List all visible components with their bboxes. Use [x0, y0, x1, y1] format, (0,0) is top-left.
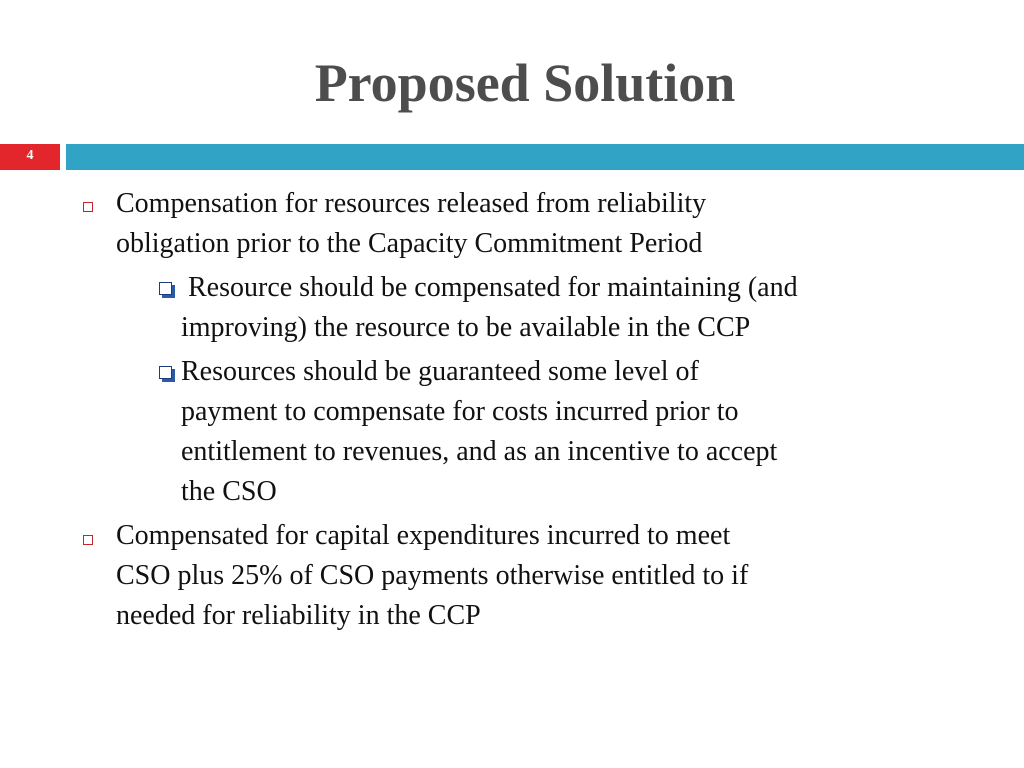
bullet-line: CSO plus 25% of CSO payments otherwise entitled to if	[116, 560, 749, 591]
bullet-line: improving) the resource to be available in the CCP	[181, 312, 751, 343]
bullet-line: entitlement to revenues, and as an incentive to accept	[181, 436, 778, 467]
bullet-line: the CSO	[181, 476, 277, 507]
sub-bullet-item	[181, 352, 981, 512]
sub-bullet-item	[181, 268, 981, 348]
slide-number-badge: 4	[0, 144, 60, 170]
slide-title: Proposed Solution	[314, 53, 736, 113]
bullet-line: needed for reliability in the CCP	[116, 600, 481, 631]
bullet-line: Resources should be guaranteed some level of	[181, 356, 699, 387]
bullet-line: payment to compensate for costs incurred prior to	[181, 396, 739, 427]
bullet-item	[116, 184, 916, 264]
bullet-line: obligation prior to the Capacity Commitment Period	[116, 228, 703, 259]
hollow-square-icon	[83, 535, 93, 545]
bullet-line: Compensation for resources released from reliability	[116, 188, 707, 219]
bullet-line: Compensated for capital expenditures incurred to meet	[116, 520, 731, 551]
shadowed-square-icon	[159, 366, 172, 379]
bullet-line: Resource should be compensated for maintaining (and	[181, 272, 798, 303]
bullet-item	[116, 516, 916, 636]
shadowed-square-icon	[159, 282, 172, 295]
hollow-square-icon	[83, 202, 93, 212]
